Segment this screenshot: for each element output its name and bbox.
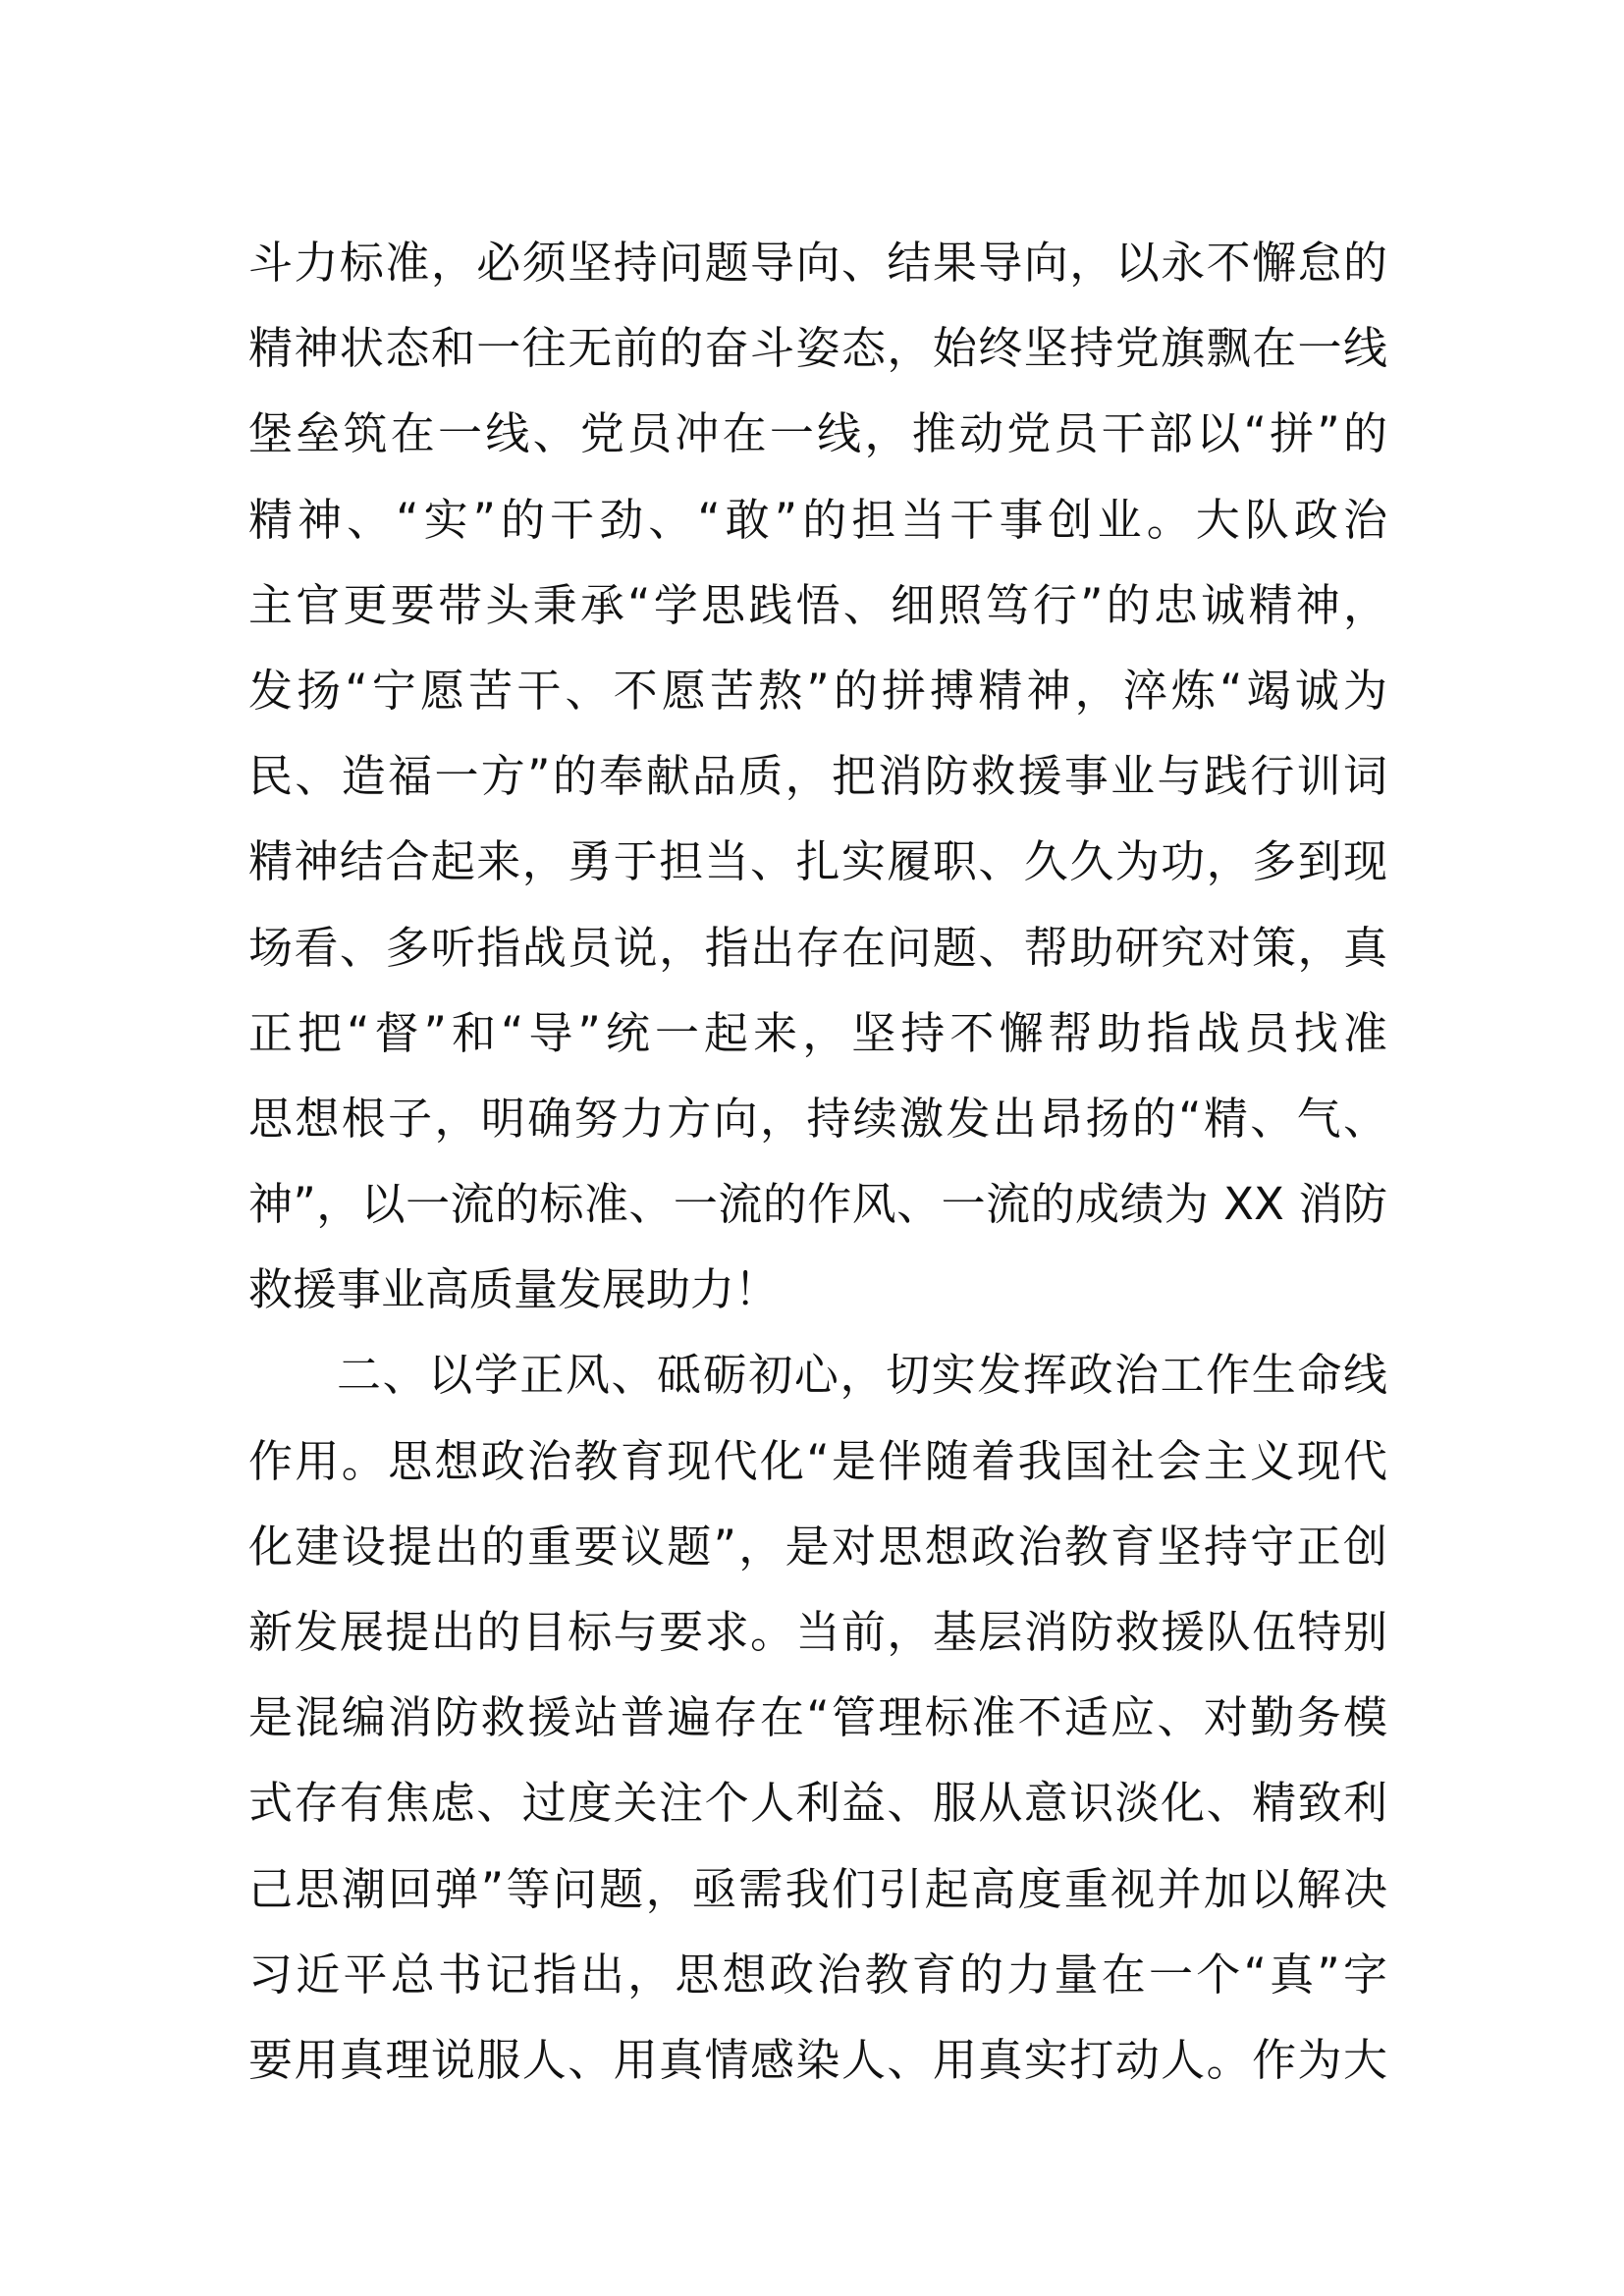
text-line: 化建设提出的重要议题”，是对思想政治教育坚持守正创 [248, 1520, 1387, 1573]
text-line: 堡垒筑在一线、党员冲在一线，推动党员干部以“拼”的 [248, 407, 1387, 460]
text-line-paragraph-end: 救援事业高质量发展助力！ [248, 1263, 780, 1316]
section-heading-line: 二、以学正风、砥砺初心，切实发挥政治工作生命线 [337, 1349, 1387, 1402]
text-line: 发扬“宁愿苦干、不愿苦熬”的拼搏精神，淬炼“竭诚为 [248, 664, 1387, 717]
text-line: 场看、多听指战员说，指出存在问题、帮助研究对策，真 [248, 921, 1387, 974]
text-line: 精神、“实”的干劲、“敢”的担当干事创业。大队政治 [248, 493, 1387, 546]
text-line: 要用真理说服人、用真情感染人、用真实打动人。作为大 [248, 2033, 1387, 2086]
text-line: 思想根子，明确努力方向，持续激发出昂扬的“精、气、 [248, 1092, 1387, 1145]
text-line: 己思潮回弹”等问题，亟需我们引起高度重视并加以解决 [248, 1862, 1387, 1915]
text-line: 作用。思想政治教育现代化“是伴随着我国社会主义现代 [248, 1434, 1387, 1487]
text-line: 新发展提出的目标与要求。当前，基层消防救援队伍特别 [248, 1606, 1387, 1658]
text-line: 精神状态和一往无前的奋斗姿态，始终坚持党旗飘在一线 [248, 322, 1387, 375]
text-line: 习近平总书记指出，思想政治教育的力量在一个“真”字 [248, 1948, 1387, 2001]
text-line: 式存有焦虑、过度关注个人利益、服从意识淡化、精致利 [248, 1777, 1387, 1830]
text-line: 神”，以一流的标准、一流的作风、一流的成绩为 XX 消防 [248, 1178, 1387, 1231]
paragraph-2 [248, 1332, 1387, 2103]
text-line: 斗力标准，必须坚持问题导向、结果导向，以永不懈怠的 [248, 237, 1387, 289]
text-line: 正把“督”和“导”统一起来，坚持不懈帮助指战员找准 [248, 1006, 1387, 1059]
text-line: 是混编消防救援站普遍存在“管理标准不适应、对勤务模 [248, 1691, 1387, 1744]
paragraph-1 [248, 220, 1387, 1332]
text-line: 主官更要带头秉承“学思践悟、细照笃行”的忠诚精神， [248, 578, 1387, 631]
body-text [248, 220, 1387, 2103]
text-line: 精神结合起来，勇于担当、扎实履职、久久为功，多到现 [248, 835, 1387, 888]
text-line: 民、造福一方”的奉献品质，把消防救援事业与践行训词 [248, 750, 1387, 803]
